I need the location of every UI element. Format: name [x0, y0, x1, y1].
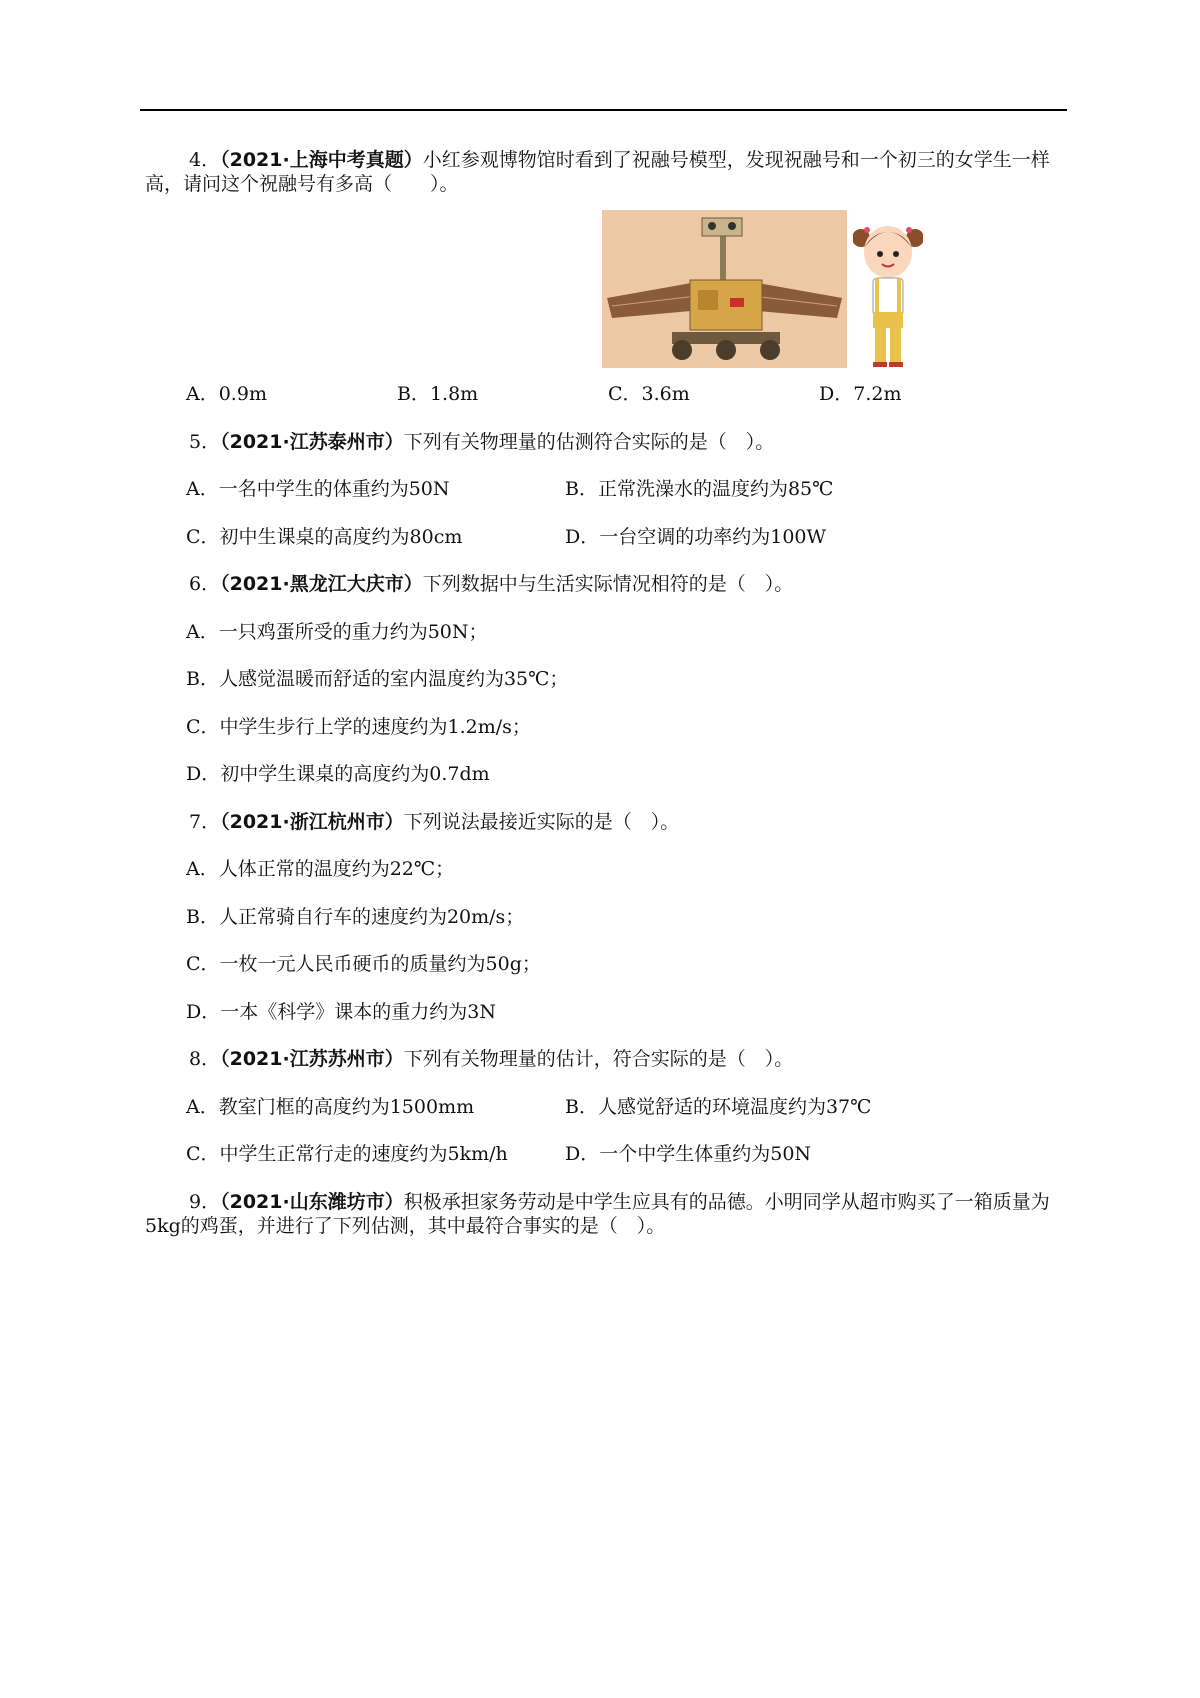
option-a[interactable]: A．0.9m	[186, 383, 267, 405]
option-a[interactable]: A．人体正常的温度约为22℃；	[186, 858, 455, 880]
question-8-options-row-2	[145, 1142, 1067, 1166]
schoolgirl-image	[853, 210, 923, 368]
question-9	[145, 1190, 1067, 1238]
question-number: 8．	[189, 1048, 221, 1070]
question-source: （2021·上海中考真题）	[220, 149, 423, 171]
option-c[interactable]: C．中学生正常行走的速度约为5km/h	[186, 1143, 508, 1165]
question-7	[145, 810, 1067, 834]
question-4-figure	[145, 210, 1067, 368]
question-text: 小红参观博物馆时看到了祝融号模型，发现祝融号和一个初三的女学生一样高，请问这个祝融号有多高（ ）。	[145, 149, 1050, 195]
option-d[interactable]: D．7.2m	[819, 383, 902, 405]
question-number: 7．	[189, 810, 221, 833]
option-c[interactable]: C．初中生课桌的高度约为80cm	[186, 525, 463, 548]
question-text: 下列有关物理量的估计，符合实际的是（ ）。	[403, 1048, 794, 1070]
question-number: 6．	[189, 573, 221, 595]
option-d[interactable]: D．一本《科学》课本的重力约为3N	[186, 1000, 496, 1023]
option-d[interactable]: D．一个中学生体重约为50N	[565, 1143, 812, 1165]
question-6	[145, 572, 1067, 596]
question-number: 9．	[189, 1190, 221, 1213]
question-number: 5．	[189, 430, 221, 453]
question-source: （2021·黑龙江大庆市）	[220, 573, 423, 595]
option-a[interactable]: A．教室门框的高度约为1500mm	[186, 1095, 475, 1118]
option-c[interactable]: C．3.6m	[608, 383, 690, 405]
question-text: 积极承担家务劳动是中学生应具有的品德。小明同学从超市购买了一箱质量为5kg的鸡蛋，并进行了下列估测，其中最符合事实的是（ ）。	[145, 1190, 1050, 1237]
question-text: 下列有关物理量的估测符合实际的是（ ）。	[403, 430, 775, 453]
question-5-options-row-2	[145, 525, 1067, 549]
option-b[interactable]: B．1.8m	[397, 383, 479, 405]
option-b[interactable]: B．人感觉舒适的环境温度约为37℃	[565, 1095, 872, 1118]
question-source: （2021·山东潍坊市）	[220, 1190, 404, 1213]
question-text: 下列说法最接近实际的是（ ）。	[403, 810, 680, 833]
zhurong-rover-image	[602, 210, 847, 368]
question-source: （2021·江苏苏州市）	[220, 1048, 404, 1070]
option-c[interactable]: C．一枚一元人民币硬币的质量约为50g；	[186, 953, 541, 975]
question-source: （2021·江苏泰州市）	[220, 430, 404, 453]
option-b[interactable]: B．人正常骑自行车的速度约为20m/s；	[186, 905, 525, 928]
document-body	[145, 148, 1067, 1261]
option-a[interactable]: A．一只鸡蛋所受的重力约为50N；	[186, 620, 488, 643]
question-5-options-row-1	[145, 477, 1067, 501]
question-4	[145, 148, 1067, 196]
question-text: 下列数据中与生活实际情况相符的是（ ）。	[422, 573, 794, 595]
girl-illustration	[853, 210, 923, 368]
option-c[interactable]: C．中学生步行上学的速度约为1.2m/s；	[186, 715, 531, 738]
header-rule	[140, 109, 1067, 111]
option-b[interactable]: B．人感觉温暖而舒适的室内温度约为35℃；	[186, 668, 569, 690]
option-d[interactable]: D．一台空调的功率约为100W	[565, 525, 827, 548]
option-a[interactable]: A．一名中学生的体重约为50N	[186, 478, 450, 500]
option-b[interactable]: B．正常洗澡水的温度约为85℃	[565, 478, 834, 500]
question-4-options	[145, 382, 1067, 406]
question-8	[145, 1047, 1067, 1071]
question-5	[145, 430, 1067, 454]
question-8-options-row-1	[145, 1095, 1067, 1119]
question-number: 4．	[189, 149, 221, 171]
question-source: （2021·浙江杭州市）	[220, 810, 404, 833]
option-d[interactable]: D．初中学生课桌的高度约为0.7dm	[186, 763, 490, 785]
rover-illustration	[602, 210, 847, 368]
